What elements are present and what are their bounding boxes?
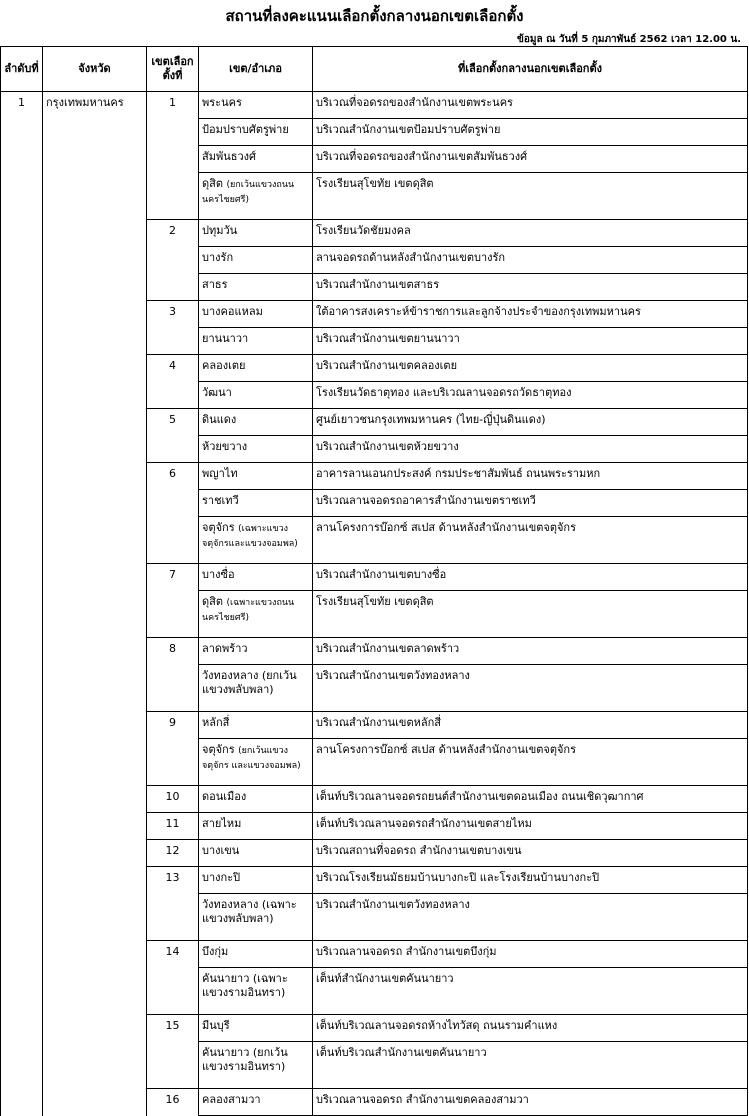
cell-no [1,274,43,301]
district-name: มีนบุรี [202,1019,230,1032]
cell-location: บริเวณโรงเรียนมัธยมบ้านบางกะปิ และโรงเรียนบ้านบางกะปิ [313,867,748,894]
cell-location: โรงเรียนวัดธาตุทอง และบริเวณลานจอดรถวัดธาตุทอง [313,382,748,409]
cell-district [199,247,313,274]
district-name: ปทุมวัน [202,224,238,237]
cell-location: บริเวณสำนักงานเขตคลองเตย [313,355,748,382]
cell-constituency [147,274,199,301]
table-row [1,119,748,146]
cell-district [199,1089,313,1116]
table-row [1,894,748,941]
district-name: สัมพันธวงศ์ [202,150,256,163]
cell-constituency [147,436,199,463]
district-name: จตุจักร [202,521,235,534]
cell-district [199,517,313,564]
cell-district [199,638,313,665]
cell-constituency [147,739,199,786]
cell-province [43,517,147,564]
table-row [1,638,748,665]
district-name: ดอนเมือง [202,790,247,803]
cell-district [199,941,313,968]
header-location: ที่เลือกตั้งกลางนอกเขตเลือกตั้ง [313,47,748,92]
cell-constituency [147,894,199,941]
district-name: จตุจักร [202,743,235,756]
cell-location: ศูนย์เยาวชนกรุงเทพมหานคร (ไทย-ญี่ปุ่นดินแดง) [313,409,748,436]
district-name: ดุสิต [202,595,224,608]
cell-location: บริเวณที่จอดรถของสำนักงานเขตพระนคร [313,92,748,119]
cell-no [1,813,43,840]
cell-province [43,463,147,490]
table-row [1,1089,748,1116]
district-name: พญาไท [202,467,238,480]
cell-constituency [147,173,199,220]
cell-no [1,1042,43,1089]
cell-location: เต็นท์บริเวณลานจอดรถห้างไทวัสดุ ถนนรามคำแหง [313,1015,748,1042]
cell-location: บริเวณสำนักงานเขตยานนาวา [313,328,748,355]
table-row [1,382,748,409]
table-row [1,328,748,355]
cell-location: บริเวณสถานที่จอดรถ สำนักงานเขตบางเขน [313,840,748,867]
cell-constituency: 4 [147,355,199,382]
cell-constituency [147,119,199,146]
cell-constituency: 12 [147,840,199,867]
cell-constituency [147,382,199,409]
district-name: หลักสี่ [202,716,230,729]
cell-district [199,92,313,119]
table-header-row [1,47,748,92]
page-title: สถานที่ลงคะแนนเลือกตั้งกลางนอกเขตเลือกตั้ง [225,7,524,25]
cell-district [199,173,313,220]
district-note: (ยกเว้นแขวงจตุจักร และแขวงจอมพล) [202,746,301,771]
cell-location: โรงเรียนวัดชัยมงคล [313,220,748,247]
cell-no [1,1089,43,1116]
cell-constituency: 16 [147,1089,199,1116]
cell-no [1,220,43,247]
cell-constituency: 7 [147,564,199,591]
cell-no [1,840,43,867]
cell-constituency: 5 [147,409,199,436]
table-row [1,409,748,436]
cell-province [43,247,147,274]
district-name: ห้วยขวาง [202,440,248,453]
cell-location: บริเวณที่จอดรถของสำนักงานเขตสัมพันธวงศ์ [313,146,748,173]
district-name: ดินแดง [202,413,237,426]
cell-district [199,591,313,638]
cell-no [1,867,43,894]
header-no: ลำดับที่ [1,47,43,92]
district-name: วัฒนา [202,386,232,399]
cell-district [199,436,313,463]
cell-location: บริเวณสำนักงานเขตวังทองหลาง [313,665,748,712]
cell-no [1,409,43,436]
cell-constituency: 3 [147,301,199,328]
cell-no [1,301,43,328]
district-name: วังทองหลาง (เฉพาะแขวงพลับพลา) [202,898,297,925]
cell-province [43,1015,147,1042]
table-row [1,739,748,786]
cell-constituency [147,665,199,712]
table-row [1,274,748,301]
cell-province [43,119,147,146]
cell-province [43,274,147,301]
cell-no [1,490,43,517]
cell-location: บริเวณสำนักงานเขตลาดพร้าว [313,638,748,665]
district-name: ราชเทวี [202,494,239,507]
cell-no [1,463,43,490]
cell-location: บริเวณสำนักงานเขตห้วยขวาง [313,436,748,463]
header-province: จังหวัด [43,47,147,92]
cell-province [43,941,147,968]
district-note: (เฉพาะแขวงถนนนครไชยศรี) [202,598,295,623]
cell-province [43,840,147,867]
cell-location: ลานโครงการบ๊อกซ์ สเปส ด้านหลังสำนักงานเขตจตุจักร [313,739,748,786]
table-row [1,712,748,739]
cell-location: โรงเรียนสุโขทัย เขตดุสิต [313,591,748,638]
table-row [1,173,748,220]
cell-no [1,665,43,712]
district-note: (เฉพาะแขวงจตุจักรและแขวงจอมพล) [202,524,298,549]
cell-no [1,591,43,638]
cell-location: ลานโครงการบ๊อกซ์ สเปส ด้านหลังสำนักงานเขตจตุจักร [313,517,748,564]
cell-province [43,638,147,665]
cell-constituency [147,328,199,355]
table-row [1,941,748,968]
cell-province [43,490,147,517]
cell-no [1,894,43,941]
cell-no [1,173,43,220]
cell-no [1,382,43,409]
cell-province [43,355,147,382]
cell-district [199,739,313,786]
cell-province [43,436,147,463]
cell-no [1,1015,43,1042]
cell-location: เต็นท์บริเวณสำนักงานเขตคันนายาว [313,1042,748,1089]
polling-locations-table [0,46,748,1116]
cell-province [43,328,147,355]
cell-district [199,665,313,712]
cell-constituency: 14 [147,941,199,968]
cell-constituency: 13 [147,867,199,894]
cell-province [43,867,147,894]
cell-province [43,786,147,813]
table-row [1,490,748,517]
district-note: (ยกเว้นแขวงถนนนครไชยศรี) [202,180,295,205]
cell-no [1,638,43,665]
district-name: วังทองหลาง (ยกเว้นแขวงพลับพลา) [202,669,297,696]
cell-district [199,382,313,409]
cell-district [199,968,313,1015]
cell-district [199,463,313,490]
cell-location: บริเวณสำนักงานเขตสาธร [313,274,748,301]
cell-constituency: 8 [147,638,199,665]
cell-constituency [147,517,199,564]
cell-province [43,409,147,436]
cell-province [43,894,147,941]
district-name: คันนายาว (ยกเว้นแขวงรามอินทรา) [202,1046,288,1073]
table-row [1,301,748,328]
table-row [1,564,748,591]
cell-constituency: 1 [147,92,199,119]
cell-constituency [147,968,199,1015]
cell-location: ลานจอดรถด้านหลังสำนักงานเขตบางรัก [313,247,748,274]
cell-province [43,665,147,712]
cell-no [1,328,43,355]
district-name: ดุสิต [202,177,224,190]
cell-district [199,274,313,301]
cell-province [43,564,147,591]
header-constituency: เขตเลือกตั้งที่ [147,47,199,92]
cell-province [43,813,147,840]
district-name: ยานนาวา [202,332,249,345]
cell-constituency [147,591,199,638]
cell-constituency [147,146,199,173]
table-row [1,840,748,867]
table-row [1,591,748,638]
cell-location: บริเวณสำนักงานเขตป้อมปราบศัตรูพ่าย [313,119,748,146]
district-name: บางกะปิ [202,871,241,884]
cell-province [43,146,147,173]
cell-district [199,840,313,867]
district-name: ลาดพร้าว [202,642,248,655]
table-body [1,92,748,1116]
cell-district [199,328,313,355]
cell-district [199,712,313,739]
cell-constituency [147,247,199,274]
cell-no [1,355,43,382]
cell-location: บริเวณสำนักงานเขตบางซื่อ [313,564,748,591]
cell-no [1,247,43,274]
cell-district [199,813,313,840]
district-name: บางเขน [202,844,240,857]
data-timestamp: ข้อมูล ณ วันที่ 5 กุมภาพันธ์ 2562 เวลา 12.00 น. [517,34,741,45]
cell-province [43,382,147,409]
cell-district [199,894,313,941]
table-row [1,220,748,247]
table-row [1,92,748,119]
cell-location: บริเวณลานจอดรถอาคารสำนักงานเขตราชเทวี [313,490,748,517]
district-name: บางซื่อ [202,568,235,581]
cell-no [1,739,43,786]
district-name: คลองเตย [202,359,246,372]
cell-district [199,490,313,517]
table-row [1,813,748,840]
cell-province [43,173,147,220]
cell-constituency: 9 [147,712,199,739]
cell-district [199,867,313,894]
cell-district [199,409,313,436]
cell-district [199,1042,313,1089]
cell-constituency: 11 [147,813,199,840]
district-name: บึงกุ่ม [202,945,229,958]
table-row [1,517,748,564]
cell-no [1,941,43,968]
cell-location: บริเวณลานจอดรถ สำนักงานเขตบึงกุ่ม [313,941,748,968]
cell-district [199,1015,313,1042]
district-name: สายไหม [202,817,242,830]
cell-district [199,220,313,247]
cell-province [43,1089,147,1116]
table-row [1,355,748,382]
cell-location: บริเวณลานจอดรถ สำนักงานเขตคลองสามวา [313,1089,748,1116]
table-row [1,665,748,712]
table-row [1,146,748,173]
cell-location: ใต้อาคารสงเคราะห์ข้าราชการและลูกจ้างประจำของกรุงเทพมหานคร [313,301,748,328]
cell-province [43,1042,147,1089]
cell-constituency [147,1042,199,1089]
district-name: พระนคร [202,96,242,109]
cell-district [199,786,313,813]
table-row [1,247,748,274]
district-name: คันนายาว (เฉพาะแขวงรามอินทรา) [202,972,288,999]
cell-no [1,712,43,739]
table-row [1,968,748,1015]
cell-district [199,146,313,173]
cell-no [1,436,43,463]
cell-province [43,712,147,739]
cell-location: อาคารลานเอนกประสงค์ กรมประชาสัมพันธ์ ถนนพระรามหก [313,463,748,490]
district-name: ป้อมปราบศัตรูพ่าย [202,123,289,136]
cell-no: 1 [1,92,43,119]
cell-district [199,119,313,146]
cell-no [1,517,43,564]
cell-province [43,301,147,328]
cell-district [199,564,313,591]
district-name: บางคอแหลม [202,305,263,318]
cell-location: เต็นท์บริเวณลานจอดรถยนต์สำนักงานเขตดอนเมือง ถนนเชิดวุฒากาศ [313,786,748,813]
cell-province [43,968,147,1015]
table-row [1,786,748,813]
cell-no [1,786,43,813]
cell-no [1,564,43,591]
cell-constituency: 6 [147,463,199,490]
district-name: สาธร [202,278,228,291]
table-row [1,1015,748,1042]
cell-constituency [147,490,199,517]
cell-constituency: 15 [147,1015,199,1042]
cell-location: เต็นท์สำนักงานเขตคันนายาว [313,968,748,1015]
cell-constituency: 10 [147,786,199,813]
district-name: บางรัก [202,251,234,264]
table-row [1,436,748,463]
cell-constituency: 2 [147,220,199,247]
district-name: คลองสามวา [202,1093,261,1106]
cell-location: บริเวณสำนักงานเขตหลักสี่ [313,712,748,739]
cell-district [199,355,313,382]
cell-no [1,119,43,146]
cell-province [43,591,147,638]
table-row [1,463,748,490]
table-row [1,1042,748,1089]
cell-province [43,739,147,786]
cell-no [1,146,43,173]
cell-province [43,220,147,247]
table-row [1,867,748,894]
cell-location: บริเวณสำนักงานเขตวังทองหลาง [313,894,748,941]
cell-province: กรุงเทพมหานคร [43,92,147,119]
cell-location: เต็นท์บริเวณลานจอดรถสำนักงานเขตสายไหม [313,813,748,840]
cell-location: โรงเรียนสุโขทัย เขตดุสิต [313,173,748,220]
cell-no [1,968,43,1015]
cell-district [199,301,313,328]
header-district: เขต/อำเภอ [199,47,313,92]
